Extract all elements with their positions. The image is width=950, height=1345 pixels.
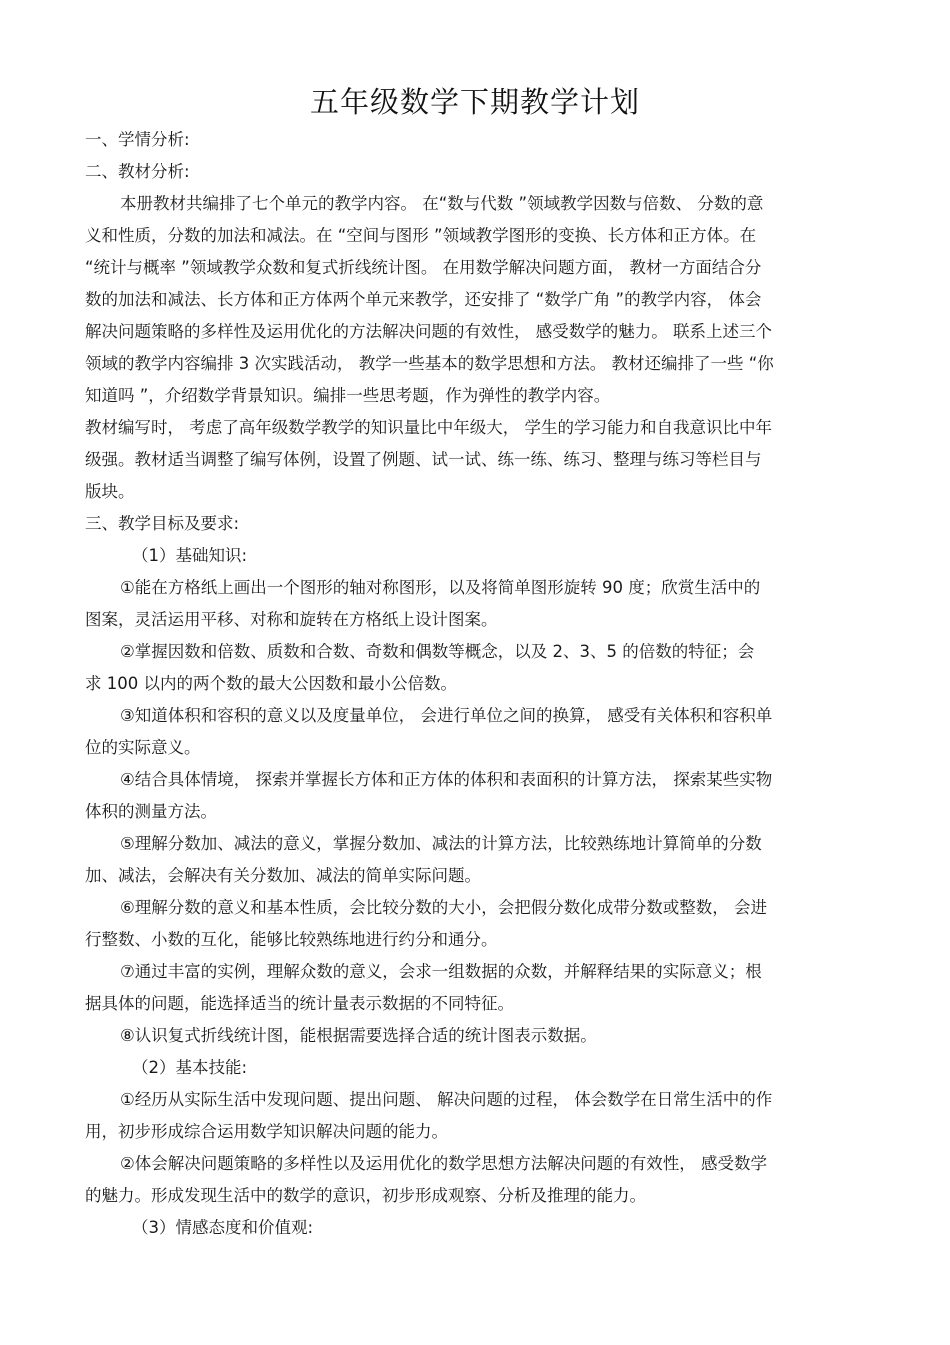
paragraph-line: 义和性质，分数的加法和减法。在 “空间与图形 ”领域教学图形的变换、长方体和正方体。在 [85, 226, 757, 245]
goal-item-line: ②掌握因数和倍数、质数和合数、奇数和偶数等概念，以及 2、3、5 的倍数的特征；会 [120, 642, 755, 661]
subheading-basic-skills: （2）基本技能: [132, 1058, 248, 1077]
goal-item-line: 加、减法，会解决有关分数加、减法的简单实际问题。 [85, 866, 481, 885]
section-heading-goals: 三、教学目标及要求: [85, 514, 240, 533]
goal-item-line: ⑧认识复式折线统计图，能根据需要选择合适的统计图表示数据。 [120, 1026, 597, 1045]
goal-item-line: ①经历从实际生活中发现问题、提出问题、 解决问题的过程， 体会数学在日常生活中的作 [120, 1090, 773, 1109]
section-heading-materials-analysis: 二、教材分析: [85, 162, 190, 181]
goal-item-line: 图案，灵活运用平移、对称和旋转在方格纸上设计图案。 [85, 610, 498, 629]
paragraph-line: 级强。教材适当调整了编写体例，设置了例题、试一试、练一练、练习、整理与练习等栏目与 [85, 450, 762, 469]
paragraph-line: 教材编写时， 考虑了高年级数学教学的知识量比中年级大， 学生的学习能力和自我意识比中年 [85, 418, 772, 437]
goal-item-line: 体积的测量方法。 [85, 802, 217, 821]
goal-item-line: ⑥理解分数的意义和基本性质，会比较分数的大小，会把假分数化成带分数或整数， 会进 [120, 898, 768, 917]
paragraph-line: “统计与概率 ”领域教学众数和复式折线统计图。 在用数学解决问题方面， 教材一方面结合分 [85, 258, 762, 277]
goal-item-line: 的魅力。形成发现生活中的数学的意识，初步形成观察、分析及推理的能力。 [85, 1186, 646, 1205]
goal-item-line: 求 100 以内的两个数的最大公因数和最小公倍数。 [85, 674, 457, 693]
goal-item-line: 用，初步形成综合运用数学知识解决问题的能力。 [85, 1122, 448, 1141]
goal-item-line: ②体会解决问题策略的多样性以及运用优化的数学思想方法解决问题的有效性， 感受数学 [120, 1154, 768, 1173]
goal-item-line: 行整数、小数的互化，能够比较熟练地进行约分和通分。 [85, 930, 498, 949]
paragraph-line: 版块。 [85, 482, 135, 501]
goal-item-line: ⑤理解分数加、减法的意义，掌握分数加、减法的计算方法，比较熟练地计算简单的分数 [120, 834, 762, 853]
subheading-attitudes-values: （3）情感态度和价值观: [132, 1218, 314, 1237]
paragraph-line: 领域的教学内容编排 3 次实践活动， 教学一些基本的数学思想和方法。 教材还编排了一些 “你 [85, 354, 774, 373]
goal-item-line: 位的实际意义。 [85, 738, 201, 757]
goal-item-line: ①能在方格纸上画出一个图形的轴对称图形，以及将简单图形旋转 90 度；欣赏生活中的 [120, 578, 761, 597]
subheading-basic-knowledge: （1）基础知识: [132, 546, 248, 565]
goal-item-line: ③知道体积和容积的意义以及度量单位， 会进行单位之间的换算， 感受有关体积和容积单 [120, 706, 773, 725]
document-title: 五年级数学下期教学计划 [309, 85, 640, 119]
goal-item-line: 据具体的问题，能选择适当的统计量表示数据的不同特征。 [85, 994, 514, 1013]
section-heading-learning-analysis: 一、学情分析: [85, 130, 190, 149]
paragraph-line: 数的加法和减法、长方体和正方体两个单元来教学，还安排了 “数学广角 ”的教学内容， 体会 [85, 290, 762, 309]
paragraph-line: 知道吗 ”，介绍数学背景知识。编排一些思考题，作为弹性的教学内容。 [85, 386, 611, 405]
goal-item-line: ⑦通过丰富的实例，理解众数的意义，会求一组数据的众数，并解释结果的实际意义；根 [120, 962, 762, 981]
paragraph-line: 本册教材共编排了七个单元的教学内容。 在“数与代数 ”领域教学因数与倍数、 分数的意 [120, 194, 764, 213]
goal-item-line: ④结合具体情境， 探索并掌握长方体和正方体的体积和表面积的计算方法， 探索某些实物 [120, 770, 773, 789]
paragraph-line: 解决问题策略的多样性及运用优化的方法解决问题的有效性， 感受数学的魅力。 联系上述三个 [85, 322, 772, 341]
